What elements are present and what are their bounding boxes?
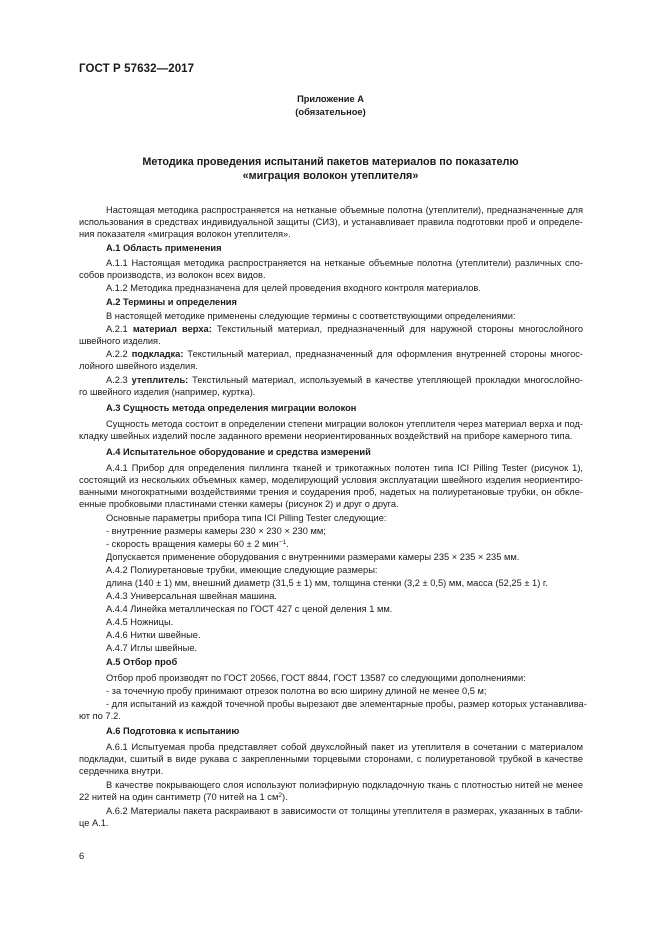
document-title-line-2: «миграция волокон утеплителя» bbox=[242, 170, 419, 182]
section-heading-a1: А.1 Область применения bbox=[106, 243, 222, 253]
paragraph-line: го швейного изделия (например, куртка). bbox=[79, 387, 256, 397]
paragraph-end: ). bbox=[281, 792, 288, 802]
section-heading-a4: А.4 Испытательное оборудование и средства измерений bbox=[106, 447, 371, 457]
section-heading-a3: А.3 Сущность метода определения миграции волокон bbox=[106, 403, 357, 413]
paragraph-line: А.4.7 Иглы швейные. bbox=[106, 643, 198, 653]
intro-line: Настоящая методика распространяется на нетканые объемные полотна (утеплители), предназначенные для bbox=[106, 205, 583, 215]
term-definition-line bbox=[79, 348, 583, 360]
term-definition: Текстильный материал, используемый в качестве утепляющей прокладки многослойно- bbox=[188, 375, 583, 385]
paragraph-line: Основные параметры прибора типа ICI Pilling Tester следующие: bbox=[106, 513, 387, 523]
term-number: А.2.1 bbox=[106, 324, 133, 334]
paragraph-line: енные пробковыми пластинами стенки камеры (рисунок 2) и друг о друга. bbox=[79, 499, 399, 509]
paragraph-line: собов производств, из волокон всех видов. bbox=[79, 270, 266, 280]
list-item bbox=[79, 538, 583, 550]
paragraph-line: це А.1. bbox=[79, 818, 109, 828]
intro-line: использования в средствах индивидуальной защиты (СИЗ), и устанавливает правила подготовки проб и определе- bbox=[79, 217, 583, 227]
paragraph-line: швейного изделия. bbox=[79, 336, 161, 346]
paragraph-line: Сущность метода состоит в определении степени миграции волокон утеплителя через материал верха и под- bbox=[106, 419, 583, 429]
paragraph-line: А.4.5 Ножницы. bbox=[106, 617, 174, 627]
paragraph-line: лойного швейного изделия. bbox=[79, 361, 198, 371]
paragraph-line: А.4.3 Универсальная швейная машина. bbox=[106, 591, 277, 601]
document-title-line-1: Методика проведения испытаний пакетов материалов по показателю bbox=[142, 156, 519, 168]
term-number: А.2.3 bbox=[106, 375, 132, 385]
list-item: - за точечную пробу принимают отрезок полотна во всю ширину длиной не менее 0,5 м; bbox=[106, 686, 487, 696]
paragraph-line: кладку швейных изделий после заданного времени неориентированных воздействий на приборе камерного типа. bbox=[79, 431, 573, 441]
superscript: −1 bbox=[278, 539, 287, 546]
term-definition-line bbox=[79, 374, 583, 386]
paragraph-text: 22 нитей на один сантиметр (70 нитей на 1 см bbox=[79, 792, 279, 802]
paragraph-line: подкладки, сшитый в виде рукава с закрепленными торцевыми сторонами, с полиуретановой трубкой в качестве bbox=[79, 754, 583, 764]
term-definition: Текстильный материал, предназначенный для наружной стороны многослойного bbox=[211, 324, 584, 334]
appendix-title: Приложение А bbox=[297, 94, 364, 104]
paragraph-line bbox=[79, 791, 583, 803]
paragraph-line: Отбор проб производят по ГОСТ 20566, ГОСТ 8844, ГОСТ 13587 со следующими дополнениями: bbox=[106, 673, 526, 683]
page-number: 6 bbox=[79, 851, 85, 861]
term-definition: Текстильный материал, предназначенный для оформления внутренней стороны многос- bbox=[183, 349, 584, 359]
paragraph-line: А.1.1 Настоящая методика распространяется на нетканые объемные полотна (утеплители) различных спо- bbox=[106, 258, 583, 268]
section-heading-a5: А.5 Отбор проб bbox=[106, 657, 178, 667]
document-code: ГОСТ Р 57632—2017 bbox=[79, 63, 195, 75]
term-definition-line bbox=[79, 323, 583, 335]
paragraph-line: А.4.4 Линейка металлическая по ГОСТ 427 с ценой деления 1 мм. bbox=[106, 604, 393, 614]
paragraph-line: ют по 7.2. bbox=[79, 711, 121, 721]
paragraph-line: А.6.1 Испытуемая проба представляет собой двухслойный пакет из утеплителя в сочетании с материалом bbox=[106, 742, 583, 752]
term-name: утеплитель: bbox=[131, 375, 189, 385]
list-item: - для испытаний из каждой точечной пробы вырезают две элементарные пробы, размер которых устанавлива- bbox=[106, 699, 587, 709]
paragraph-line: сердечника внутри. bbox=[79, 766, 164, 776]
term-number: А.2.2 bbox=[106, 349, 132, 359]
paragraph-line: длина (140 ± 1) мм, внешний диаметр (31,5 ± 1) мм, толщина стенки (3,2 ± 0,5) мм, масса (52,25 ± 1) г. bbox=[106, 578, 548, 588]
term-name: подкладка: bbox=[131, 349, 184, 359]
paragraph-line: ванными многократными воздействиями трения и соударения проб, надетых на полиуретановые трубки, он обкле- bbox=[79, 487, 583, 497]
list-item: - внутренние размеры камеры 230 × 230 × 230 мм; bbox=[106, 526, 326, 536]
superscript: 2 bbox=[278, 792, 282, 799]
paragraph-line: А.4.2 Полиуретановые трубки, имеющие следующие размеры: bbox=[106, 565, 378, 575]
paragraph-line: В настоящей методике применены следующие термины с соответствующими определениями: bbox=[106, 311, 516, 321]
paragraph-line: Допускается применение оборудования с внутренними размерами камеры 235 × 235 × 235 мм. bbox=[106, 552, 520, 562]
section-heading-a2: А.2 Термины и определения bbox=[106, 297, 237, 307]
paragraph-line: состоящий из нескольких объемных камер, моделирующий условия эксплуатации швейного изделия неориентиро- bbox=[79, 475, 583, 485]
list-item-text: - скорость вращения камеры 60 ± 2 мин bbox=[106, 539, 279, 549]
paragraph-line: В качестве покрывающего слоя используют полиэфирную подкладочную ткань с плотностью нитей не менее bbox=[106, 780, 583, 790]
intro-line: ния показателя «миграция волокон утеплителя». bbox=[79, 229, 291, 239]
paragraph-line: А.4.6 Нитки швейные. bbox=[106, 630, 201, 640]
list-item-end: . bbox=[286, 539, 289, 549]
section-heading-a6: А.6 Подготовка к испытанию bbox=[106, 726, 240, 736]
paragraph-line: А.6.2 Материалы пакета раскраивают в зависимости от толщины утеплителя в размерах, указанных в табли- bbox=[106, 806, 583, 816]
paragraph-line: А.4.1 Прибор для определения пиллинга тканей и трикотажных полотен типа ICI Pilling Tester (рисунок 1), bbox=[106, 463, 583, 473]
appendix-status: (обязательное) bbox=[295, 107, 366, 117]
paragraph-line: А.1.2 Методика предназначена для целей проведения входного контроля материалов. bbox=[106, 283, 481, 293]
term-name: материал верха: bbox=[132, 324, 212, 334]
